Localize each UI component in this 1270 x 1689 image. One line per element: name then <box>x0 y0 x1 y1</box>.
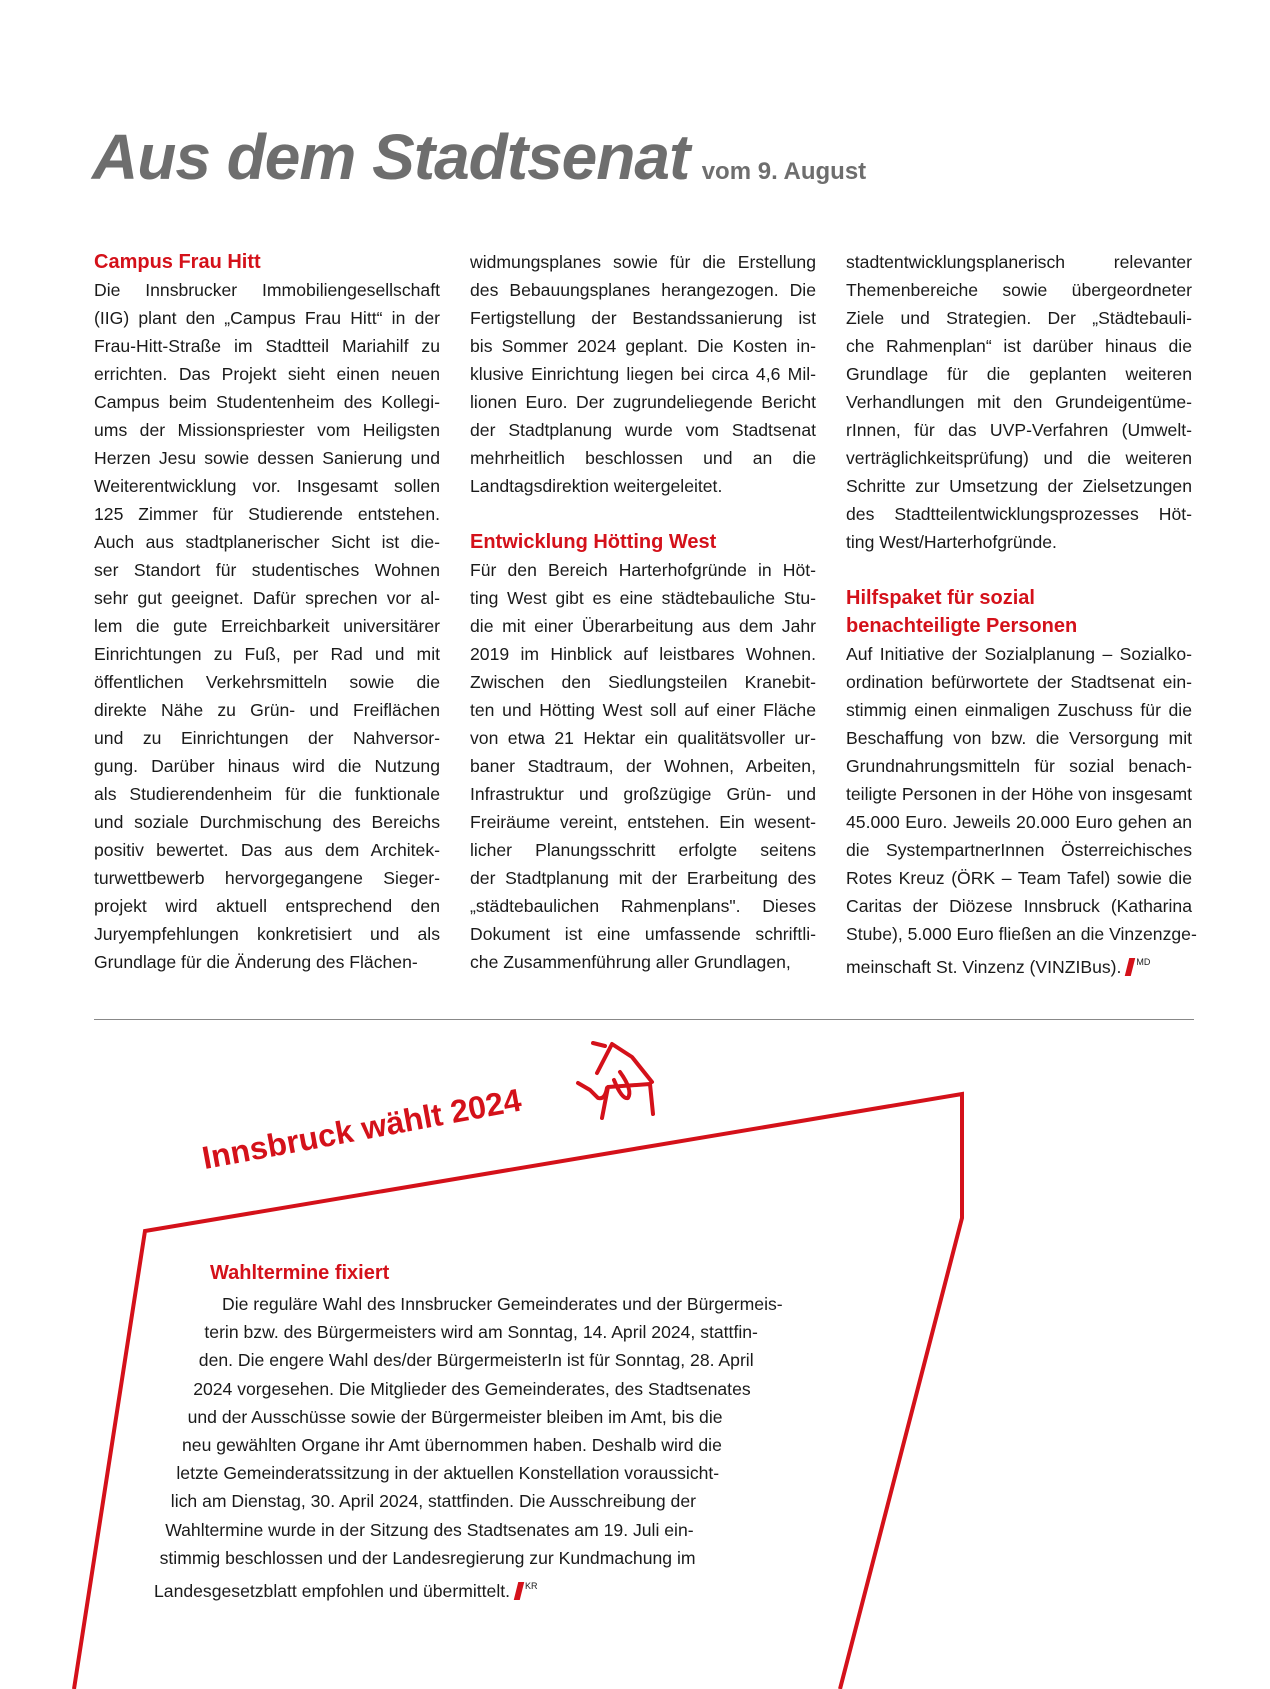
text-line: von etwa 21 Hektar ein qualitätsvoller ur- <box>470 728 816 748</box>
text-line: 2019 im Hinblick auf leistbares Wohnen. <box>470 644 816 664</box>
text-line: (IIG) plant den „Campus Frau Hitt“ in der <box>94 308 440 328</box>
text-line: Die Innsbrucker Immobiliengesellschaft <box>94 280 440 300</box>
text-line: des Bebauungsplanes herangezogen. Die <box>470 280 816 300</box>
text-line: Wahltermine wurde in der Sitzung des Stadtsenates am 19. Juli ein- <box>165 1519 694 1540</box>
text-line: licher Planungsschritt erfolgte seitens <box>470 840 816 860</box>
text-line: baner Stadtraum, der Wohnen, Arbeiten, <box>470 756 816 776</box>
text-line: che Rahmenplan“ ist darüber hinaus die <box>846 336 1192 356</box>
text-line: verträglichkeitsprüfung) und die weiteren <box>846 448 1192 468</box>
article-heading-hilfspaket-1: Hilfspaket für sozial <box>846 587 1035 609</box>
text-line: „städtebaulichen Rahmenplans". Dieses <box>470 896 816 916</box>
text-line: direkte Nähe zu Grün- und Freiflächen <box>94 700 440 720</box>
text-line: Für den Bereich Harterhofgründe in Höt- <box>470 560 816 580</box>
text-line: ten und Hötting West soll auf einer Fläche <box>470 700 816 720</box>
text-line: als Studierendenheim für die funktionale <box>94 784 440 804</box>
text-line: Landesgesetzblatt empfohlen und übermittelt. $^{KR}$ <box>154 1581 538 1601</box>
text-line: Einrichtungen zu Fuß, per Rad und mit <box>94 644 440 664</box>
text-line: turwettbewerb hervorgegangene Sieger- <box>94 868 440 888</box>
text-line: rInnen, für das UVP-Verfahren (Umwelt- <box>846 420 1192 440</box>
text-line: errichten. Das Projekt sieht einen neuen <box>94 364 440 384</box>
text-line: Verhandlungen mit den Grundeigentüme- <box>846 392 1192 412</box>
text-line: ting West/Harterhofgründe. <box>846 532 1057 552</box>
text-line: des Stadtteilentwicklungsprozesses Höt- <box>846 504 1192 524</box>
text-line: Rotes Kreuz (ÖRK – Team Tafel) sowie die <box>846 868 1192 888</box>
text-line: die SystempartnerInnen Österreichisches <box>846 840 1192 860</box>
page-title-date: vom 9. August <box>701 158 867 185</box>
text-line: che Zusammenführung aller Grundlagen, <box>470 952 791 972</box>
text-line: meinschaft St. Vinzenz (VINZIBus). $^{MD}$ <box>846 957 1151 977</box>
text-line: ser Standort für studentisches Wohnen <box>94 560 440 580</box>
text-line: bis Sommer 2024 geplant. Die Kosten in- <box>470 336 816 356</box>
article-heading-hoetting: Entwicklung Hötting West <box>470 531 717 553</box>
text-line: Weiterentwicklung vor. Insgesamt sollen <box>94 476 440 496</box>
text-line: Beschaffung von bzw. die Versorgung mit <box>846 728 1192 748</box>
text-line: Caritas der Diözese Innsbruck (Katharina <box>846 896 1192 916</box>
text-line: 45.000 Euro. Jeweils 20.000 Euro gehen an <box>846 812 1192 832</box>
text-line: projekt wird aktuell entsprechend den <box>94 896 440 916</box>
text-line: Herzen Jesu sowie dessen Sanierung und <box>94 448 440 468</box>
text-line: Grundnahrungsmitteln für sozial benach- <box>846 756 1192 776</box>
text-line: Auf Initiative der Sozialplanung – Sozialko- <box>846 644 1192 664</box>
text-line: stimmig einen einmaligen Zuschuss für die <box>846 700 1192 720</box>
text-line: Juryempfehlungen konkretisiert und als <box>94 924 440 944</box>
author-initials: KR <box>525 1581 538 1591</box>
article-heading-hilfspaket-2: benachteiligte Personen <box>846 615 1078 637</box>
text-line: Schritte zur Umsetzung der Zielsetzungen <box>846 476 1192 496</box>
text-line: Campus beim Studentenheim des Kollegi- <box>94 392 440 412</box>
election-article-heading: Wahltermine fixiert <box>210 1262 390 1284</box>
text-line: Stube), 5.000 Euro fließen an die Vinzenzge- <box>846 924 1197 944</box>
text-line: widmungsplanes sowie für die Erstellung <box>470 252 816 272</box>
author-initials: MD <box>1136 957 1151 967</box>
text-line: den. Die engere Wahl des/der BürgermeisterIn ist für Sonntag, 28. April <box>198 1350 754 1371</box>
text-line: Infrastruktur und großzügige Grün- und <box>470 784 816 804</box>
text-line: positiv bewertet. Das aus dem Architek- <box>94 840 440 860</box>
text-line: öffentlichen Verkehrsmitteln sowie die <box>94 672 440 692</box>
text-line: der Stadtplanung wurde vom Stadtsenat <box>470 420 816 440</box>
text-line: Grundlage für die geplanten weiteren <box>846 364 1192 384</box>
text-line: Fertigstellung der Bestandssanierung ist <box>470 308 816 328</box>
text-line: und der Ausschüsse sowie der Bürgermeister bleiben im Amt, bis die <box>187 1406 723 1427</box>
text-line: Dokument ist eine umfassende schriftli- <box>470 924 816 944</box>
election-title: Innsbruck wählt 2024 <box>199 1081 525 1177</box>
text-line: sehr gut geeignet. Dafür sprechen vor al- <box>94 588 440 608</box>
text-line: Zwischen den Siedlungsteilen Kranebit- <box>470 672 816 692</box>
text-line: 2024 vorgesehen. Die Mitglieder des Gemeinderates, des Stadtsenates <box>193 1378 751 1399</box>
text-line: und soziale Durchmischung des Bereichs <box>94 812 440 832</box>
text-line: lem die gute Erreichbarkeit universitärer <box>94 616 440 636</box>
text-line: stadtentwicklungsplanerisch relevanter <box>846 252 1192 272</box>
text-line: lionen Euro. Der zugrundeliegende Bericht <box>470 392 816 412</box>
text-line: Grundlage für die Änderung des Flächen- <box>94 952 418 972</box>
text-line: mehrheitlich beschlossen und an die <box>470 448 816 468</box>
text-line: der Stadtplanung mit der Erarbeitung des <box>470 868 816 888</box>
text-line: gung. Darüber hinaus wird die Nutzung <box>94 756 440 776</box>
end-mark-icon <box>514 1582 524 1600</box>
text-line: ting West gibt es eine städtebauliche Stu- <box>470 588 816 608</box>
text-line: 125 Zimmer für Studierende entstehen. <box>94 504 440 524</box>
text-line: Auch aus stadtplanerischer Sicht ist die- <box>94 532 440 552</box>
text-line: und zu Einrichtungen der Nahversor- <box>94 728 440 748</box>
text-line: stimmig beschlossen und der Landesregierung zur Kundmachung im <box>159 1547 696 1568</box>
text-line: Frau-Hitt-Straße im Stadtteil Mariahilf zu <box>94 336 440 356</box>
text-line: Themenbereiche sowie übergeordneter <box>846 280 1192 300</box>
text-line: klusive Einrichtung liegen bei circa 4,6 Mil- <box>470 364 816 384</box>
page-title-main: Aus dem Stadtsenat <box>92 121 690 193</box>
text-line: Landtagsdirektion weitergeleitet. <box>470 476 723 496</box>
text-line: teiligte Personen in der Höhe von insgesamt <box>846 784 1192 804</box>
text-line: letzte Gemeinderatssitzung in der aktuellen Konstellation voraussicht- <box>176 1463 720 1484</box>
text-line: die mit einer Überarbeitung aus dem Jahr <box>470 616 816 636</box>
text-line: Die reguläre Wahl des Innsbrucker Gemeinderates und der Bürgermeis- <box>222 1294 783 1314</box>
text-line: ums der Missionspriester vom Heiligsten <box>94 420 440 440</box>
text-line: lich am Dienstag, 30. April 2024, stattfinden. Die Ausschreibung der <box>170 1491 696 1512</box>
text-line: terin bzw. des Bürgermeisters wird am Sonntag, 14. April 2024, stattfin- <box>204 1322 758 1343</box>
ballot-box-hand-icon <box>578 1043 653 1118</box>
text-line: Freiräume vereint, entstehen. Ein wesent- <box>470 812 816 832</box>
text-line: Ziele und Strategien. Der „Städtebauli- <box>846 308 1192 328</box>
text-line: ordination befürwortete der Stadtsenat ein- <box>846 672 1192 692</box>
text-line: neu gewählten Organe ihr Amt übernommen haben. Deshalb wird die <box>182 1435 722 1455</box>
article-heading-campus: Campus Frau Hitt <box>94 251 261 273</box>
